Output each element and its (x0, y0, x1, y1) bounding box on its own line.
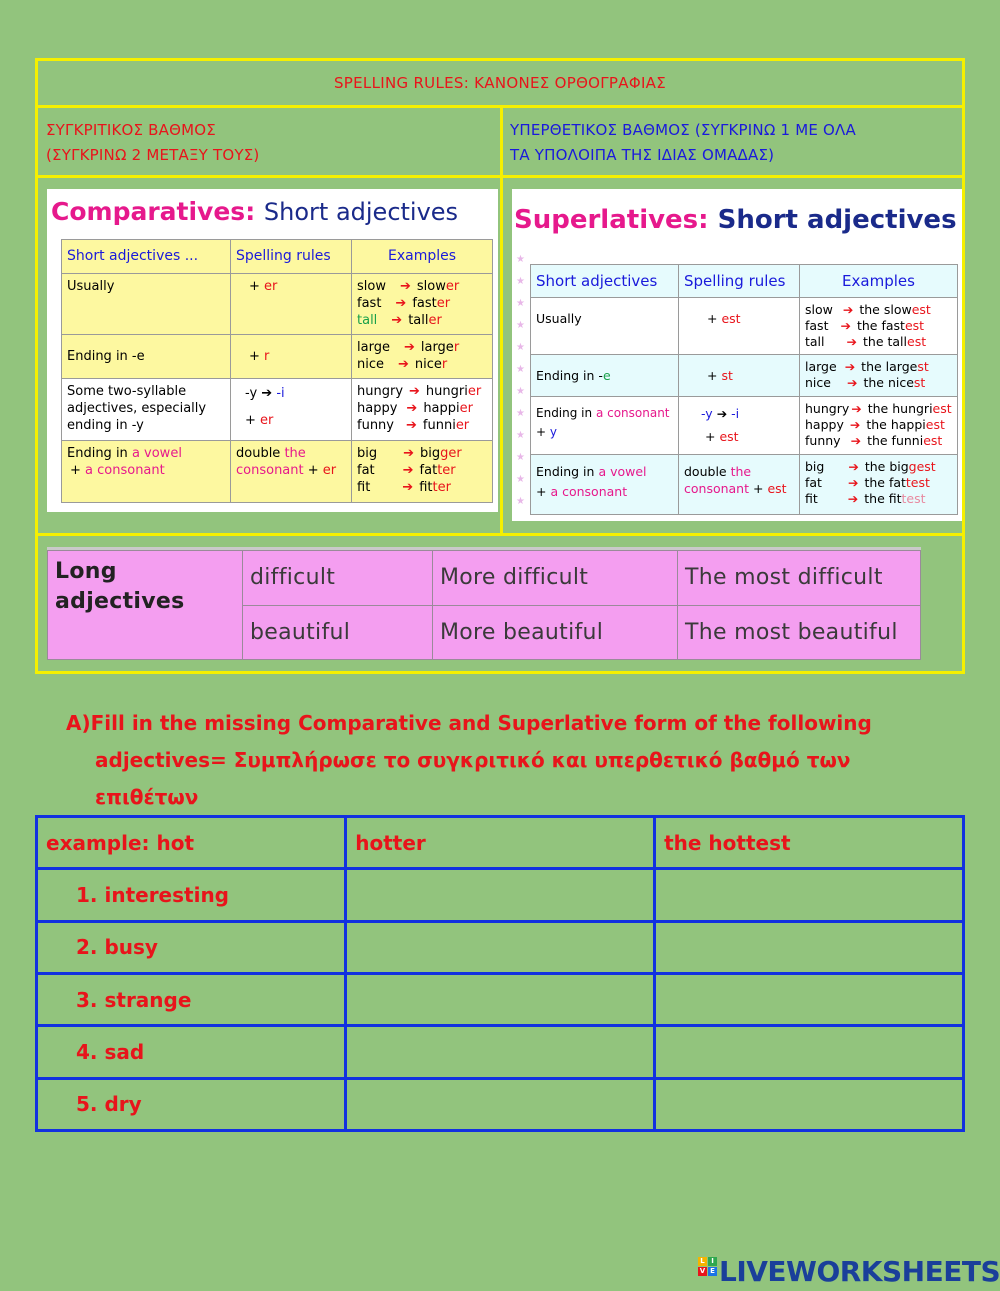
example-stem: hungri (425, 384, 468, 399)
comparative-header-line: ΣΥΓΚΡΙΤΙΚΟΣ ΒΑΘΜΟΣ (46, 121, 216, 139)
superlative-answer-field[interactable] (655, 921, 964, 973)
logo-badge-letter: V (699, 1266, 706, 1275)
comparative-answer-field[interactable] (346, 973, 655, 1025)
example-line (805, 375, 952, 391)
example-stem: the funni (867, 433, 924, 448)
exercise-adjective: 1. interesting (37, 869, 346, 921)
examples-cell (352, 379, 493, 441)
arrow-icon: ➔ (409, 384, 420, 399)
table-row (37, 817, 964, 869)
rule-highlight: consonant (236, 463, 304, 478)
divider (500, 105, 503, 536)
superlative-header-line: ΤΑ ΥΠΟΛΟΙΠΑ ΤΗΣ ΙΔΙΑΣ ΟΜΑΔΑΣ) (510, 146, 775, 164)
rule-type (531, 355, 679, 397)
example-stem: fit (419, 480, 433, 495)
superlative-answer-field[interactable] (655, 869, 964, 921)
rule-suffix: est (719, 429, 739, 444)
arrow-icon: ➔ (403, 340, 415, 355)
example-suffix: est (923, 433, 943, 448)
column-header: Short adjectives ... (62, 240, 231, 274)
logo-badge-letter: E (708, 1267, 717, 1276)
table-row (62, 274, 493, 335)
rule-type-line: adjectives, especially (67, 401, 207, 416)
rule-cell (679, 298, 800, 355)
example-suffix: ter (432, 480, 451, 495)
example-line (357, 295, 487, 312)
arrow-icon: ➔ (849, 417, 861, 432)
rule-type-highlight: a vowel (598, 464, 647, 479)
rule-highlight: the (284, 446, 306, 461)
logo-badge-letter: I (708, 1257, 717, 1266)
example-stem: the hungri (867, 401, 933, 416)
arrow-icon: ➔ (402, 480, 414, 495)
comparatives-title (51, 197, 458, 226)
superlatives-title-main: Superlatives: (514, 205, 709, 235)
examples-cell (352, 274, 493, 335)
comparatives-title-main: Comparatives: (51, 197, 256, 226)
star-decoration-icon: ★ ★ ★ ★ ★ ★ ★ ★ ★ ★ ★ ★ (516, 254, 525, 507)
example-suffix: r (441, 357, 448, 372)
column-header: Spelling rules (231, 240, 352, 274)
example-stem: fat (419, 463, 438, 478)
example-suffix: st (917, 359, 929, 374)
arrow-icon: ➔ (261, 386, 273, 401)
rule-cell (231, 441, 352, 503)
arrow-icon: ➔ (851, 401, 862, 416)
adjective-base: beautiful (243, 605, 433, 660)
logo-text: LIVEWORKSHEETS (719, 1254, 1000, 1288)
rule-text: -i (276, 386, 285, 401)
example-line (357, 383, 487, 400)
example-suffix: er (459, 401, 473, 416)
rule-text: + (707, 368, 722, 383)
example-base: nice (805, 375, 831, 390)
example-line (357, 417, 487, 434)
label-line: Long (55, 559, 117, 584)
example-suffix: test (901, 491, 926, 506)
adjective-comparative: More difficult (433, 551, 678, 606)
example-base: fat (805, 475, 822, 490)
arrow-icon: ➔ (847, 475, 859, 490)
example-stem: large (420, 340, 454, 355)
rule-text: -y (701, 406, 713, 421)
example-base: slow (357, 279, 386, 294)
table-row (37, 869, 964, 921)
examples-cell (352, 335, 493, 379)
example-base: big (357, 446, 378, 461)
example-suffix: est (932, 401, 952, 416)
example-base: fit (805, 491, 818, 506)
example-stem: the big (864, 459, 909, 474)
example-base: happy (357, 401, 398, 416)
rule-suffix: est (721, 311, 741, 326)
example-suffix: test (905, 475, 930, 490)
example-suffix: er (428, 313, 442, 328)
arrow-icon: ➔ (391, 313, 403, 328)
column-header: Examples (352, 240, 493, 274)
arrow-icon: ➔ (844, 359, 856, 374)
example-stem: tall (408, 313, 429, 328)
rule-type-text: + (536, 484, 551, 499)
superlatives-title-sub: Short adjectives (717, 205, 957, 235)
logo-badge-icon (698, 1257, 717, 1286)
arrow-icon: ➔ (840, 318, 851, 333)
rules-title: SPELLING RULES: ΚΑΝΟΝΕΣ ΟΡΘΟΓΡΑΦΙΑΣ (333, 74, 667, 92)
rule-type (531, 397, 679, 455)
rule-type-highlight: a consonant (550, 484, 628, 499)
example-stem: the fast (856, 318, 905, 333)
rule-suffix: er (260, 413, 274, 428)
example-suffix: est (925, 417, 945, 432)
example-adjective: example: hot (37, 817, 346, 869)
rule-type (62, 379, 231, 441)
rule-type-text: + (536, 425, 550, 439)
column-header: Short adjectives (531, 265, 679, 298)
rule-type-text: Ending in (536, 464, 599, 479)
arrow-icon: ➔ (399, 279, 411, 294)
instructions-line (66, 705, 946, 742)
example-base: fast (357, 296, 382, 311)
rule-suffix: er (264, 279, 278, 294)
long-adjectives-table (47, 547, 921, 660)
example-line (357, 278, 487, 295)
example-base: funny (357, 418, 394, 433)
superlative-answer-field[interactable] (655, 1078, 964, 1130)
rule-text: + (705, 429, 720, 444)
table-row (37, 973, 964, 1025)
example-base: fit (357, 480, 371, 495)
rule-cell (231, 379, 352, 441)
rule-text: + (249, 349, 265, 364)
example-base: hungry (805, 401, 850, 416)
rule-text: + (303, 463, 323, 478)
instructions-text: adjectives= Συμπλήρωσε το συγκριτικό και υπερθετικό βαθμό των επιθέτων (95, 748, 851, 809)
rule-type: Usually (531, 298, 679, 355)
example-comparative: hotter (346, 817, 655, 869)
rule-text: + (749, 481, 768, 496)
table-row (48, 551, 921, 606)
example-line (805, 475, 952, 491)
example-suffix: er (467, 384, 482, 399)
example-line (805, 433, 952, 449)
table-row (62, 379, 493, 441)
example-stem: the fit (864, 491, 902, 506)
instructions-text: Fill in the missing Comparative and Superlative form of the following (90, 711, 872, 735)
arrow-icon: ➔ (846, 334, 857, 349)
example-base: big (805, 459, 825, 474)
example-base: hungry (357, 384, 404, 399)
example-base: slow (805, 302, 833, 317)
example-stem: fast (412, 296, 437, 311)
examples-cell (800, 397, 958, 455)
example-suffix: er (445, 279, 460, 294)
example-base: happy (805, 417, 844, 432)
rule-type-highlight: a consonant (595, 406, 670, 420)
rule-suffix: est (767, 481, 787, 496)
arrow-icon: ➔ (842, 302, 854, 317)
rule-type: Usually (62, 274, 231, 335)
rule-type-text: + (70, 463, 86, 478)
example-suffix: gest (908, 459, 936, 474)
rule-type-text: Ending in - (536, 368, 603, 383)
example-base: fast (805, 318, 829, 333)
exercise-adjective: 5. dry (37, 1078, 346, 1130)
arrow-icon: ➔ (398, 357, 409, 372)
liveworksheets-logo (698, 1255, 1000, 1287)
rule-suffix: r (264, 349, 270, 364)
table-row (37, 1026, 964, 1078)
logo-badge-letter: L (698, 1257, 707, 1266)
example-suffix: ger (440, 446, 462, 461)
example-suffix: er (455, 418, 470, 433)
example-suffix: est (904, 318, 925, 333)
rule-text: double (236, 446, 285, 461)
example-stem: big (420, 446, 441, 461)
example-stem: the tall (863, 334, 907, 349)
adjective-base: difficult (243, 551, 433, 606)
exercise-adjective: 3. strange (37, 973, 346, 1025)
exercise-adjective: 4. sad (37, 1026, 346, 1078)
example-line (805, 318, 952, 334)
column-header: Examples (800, 265, 958, 298)
example-suffix: est (907, 334, 927, 349)
examples-cell (800, 298, 958, 355)
example-line (357, 445, 487, 462)
example-base: large (805, 359, 837, 374)
example-stem: the slow (859, 302, 912, 317)
arrow-icon: ➔ (395, 296, 407, 311)
superlatives-title (514, 205, 957, 235)
rule-type-highlight: a vowel (131, 446, 182, 461)
arrow-icon: ➔ (847, 491, 859, 506)
rule-type-highlight: e (602, 368, 611, 383)
arrow-icon: ➔ (406, 418, 417, 433)
example-stem: the happi (866, 417, 926, 432)
long-adjectives-label (48, 551, 243, 660)
example-line (357, 462, 487, 479)
table-row (531, 397, 958, 455)
comparatives-title-sub: Short adjectives (263, 198, 459, 226)
column-header: Spelling rules (679, 265, 800, 298)
example-base: nice (357, 357, 384, 372)
example-stem: happi (423, 401, 460, 416)
comparative-answer-field[interactable] (346, 1026, 655, 1078)
example-line (357, 312, 487, 329)
arrow-icon: ➔ (403, 446, 415, 461)
example-line (357, 356, 487, 373)
example-line (805, 401, 952, 417)
comparative-answer-field[interactable] (346, 1078, 655, 1130)
table-row (37, 1078, 964, 1130)
arrow-icon: ➔ (406, 401, 418, 416)
rule-type-text: Ending in (67, 446, 132, 461)
example-line (805, 459, 952, 475)
instructions (66, 705, 946, 816)
rule-cell (679, 397, 800, 455)
arrow-icon: ➔ (402, 463, 414, 478)
example-line (805, 302, 952, 318)
adjective-superlative: The most beautiful (678, 605, 921, 660)
table-row (531, 455, 958, 515)
example-line (357, 479, 487, 496)
rule-type-line: ending in -y (67, 418, 144, 433)
example-line (805, 334, 952, 350)
arrow-icon: ➔ (850, 433, 862, 448)
rule-type (62, 441, 231, 503)
rule-highlight: the (730, 464, 752, 479)
example-suffix: ter (437, 463, 456, 478)
table-row (62, 335, 493, 379)
superlatives-image (512, 189, 962, 521)
example-stem: funni (422, 418, 456, 433)
rule-type-text: Ending in (536, 406, 596, 420)
rule-suffix: st (721, 368, 733, 383)
table-row (37, 921, 964, 973)
table-row (62, 441, 493, 503)
rule-suffix: er (322, 463, 337, 478)
comparative-header-line: (ΣΥΓΚΡΙΝΩ 2 ΜΕΤΑΞΥ ΤΟΥΣ) (46, 146, 260, 164)
example-line (805, 359, 952, 375)
example-line (357, 400, 487, 417)
example-line (805, 417, 952, 433)
example-suffix: r (453, 340, 460, 355)
rule-text: double (684, 464, 731, 479)
rule-type-line: Some two-syllable (67, 384, 187, 399)
superlative-answer-field[interactable] (655, 1026, 964, 1078)
label-line: adjectives (55, 589, 185, 614)
rule-text: -y (245, 386, 258, 401)
example-suffix: st (913, 375, 926, 390)
table-row (531, 355, 958, 397)
example-suffix: est (911, 302, 931, 317)
examples-cell (800, 355, 958, 397)
example-base: fat (357, 463, 375, 478)
examples-cell (352, 441, 493, 503)
superlative-header-line: ΥΠΕΡΘΕΤΙΚΟΣ ΒΑΘΜΟΣ (ΣΥΓΚΡΙΝΩ 1 ΜΕ ΟΛΑ (510, 121, 856, 139)
superlative-header (510, 118, 856, 168)
example-stem: the fat (864, 475, 906, 490)
adjective-comparative: More beautiful (433, 605, 678, 660)
example-stem: the nice (863, 375, 914, 390)
example-base: funny (805, 433, 841, 448)
rule-text: + (245, 413, 261, 428)
rule-type-highlight: y (549, 425, 557, 439)
arrow-icon: ➔ (716, 406, 728, 421)
comparative-answer-field[interactable] (346, 869, 655, 921)
rule-type: Ending in -e (62, 335, 231, 379)
list-marker: A) (66, 711, 91, 735)
example-stem: the large (861, 359, 918, 374)
example-line (357, 339, 487, 356)
rule-cell (679, 455, 800, 515)
comparatives-image (47, 189, 498, 512)
exercise-table (35, 815, 965, 1132)
example-stem: slow (416, 279, 446, 294)
comparative-header (46, 118, 259, 168)
example-suffix: er (436, 296, 451, 311)
superlative-answer-field[interactable] (655, 973, 964, 1025)
rule-highlight: consonant (684, 481, 750, 496)
comparatives-rules-table (61, 239, 493, 503)
example-stem: nice (414, 357, 442, 372)
rule-type-highlight: a consonant (85, 463, 165, 478)
rule-type (531, 455, 679, 515)
example-superlative: the hottest (655, 817, 964, 869)
table-row (531, 298, 958, 355)
rule-text: + (707, 311, 722, 326)
arrow-icon: ➔ (848, 459, 859, 474)
example-line (805, 491, 952, 507)
superlatives-rules-table (530, 264, 958, 515)
examples-cell (800, 455, 958, 515)
exercise-adjective: 2. busy (37, 921, 346, 973)
arrow-icon: ➔ (846, 375, 858, 390)
rule-text: -i (731, 406, 740, 421)
comparative-answer-field[interactable] (346, 921, 655, 973)
rule-text: + (249, 279, 265, 294)
example-base: tall (357, 313, 378, 328)
rule-cell (231, 335, 352, 379)
adjective-superlative: The most difficult (678, 551, 921, 606)
example-base: large (357, 340, 390, 355)
rule-cell (679, 355, 800, 397)
example-base: tall (805, 334, 825, 349)
rule-cell (231, 274, 352, 335)
